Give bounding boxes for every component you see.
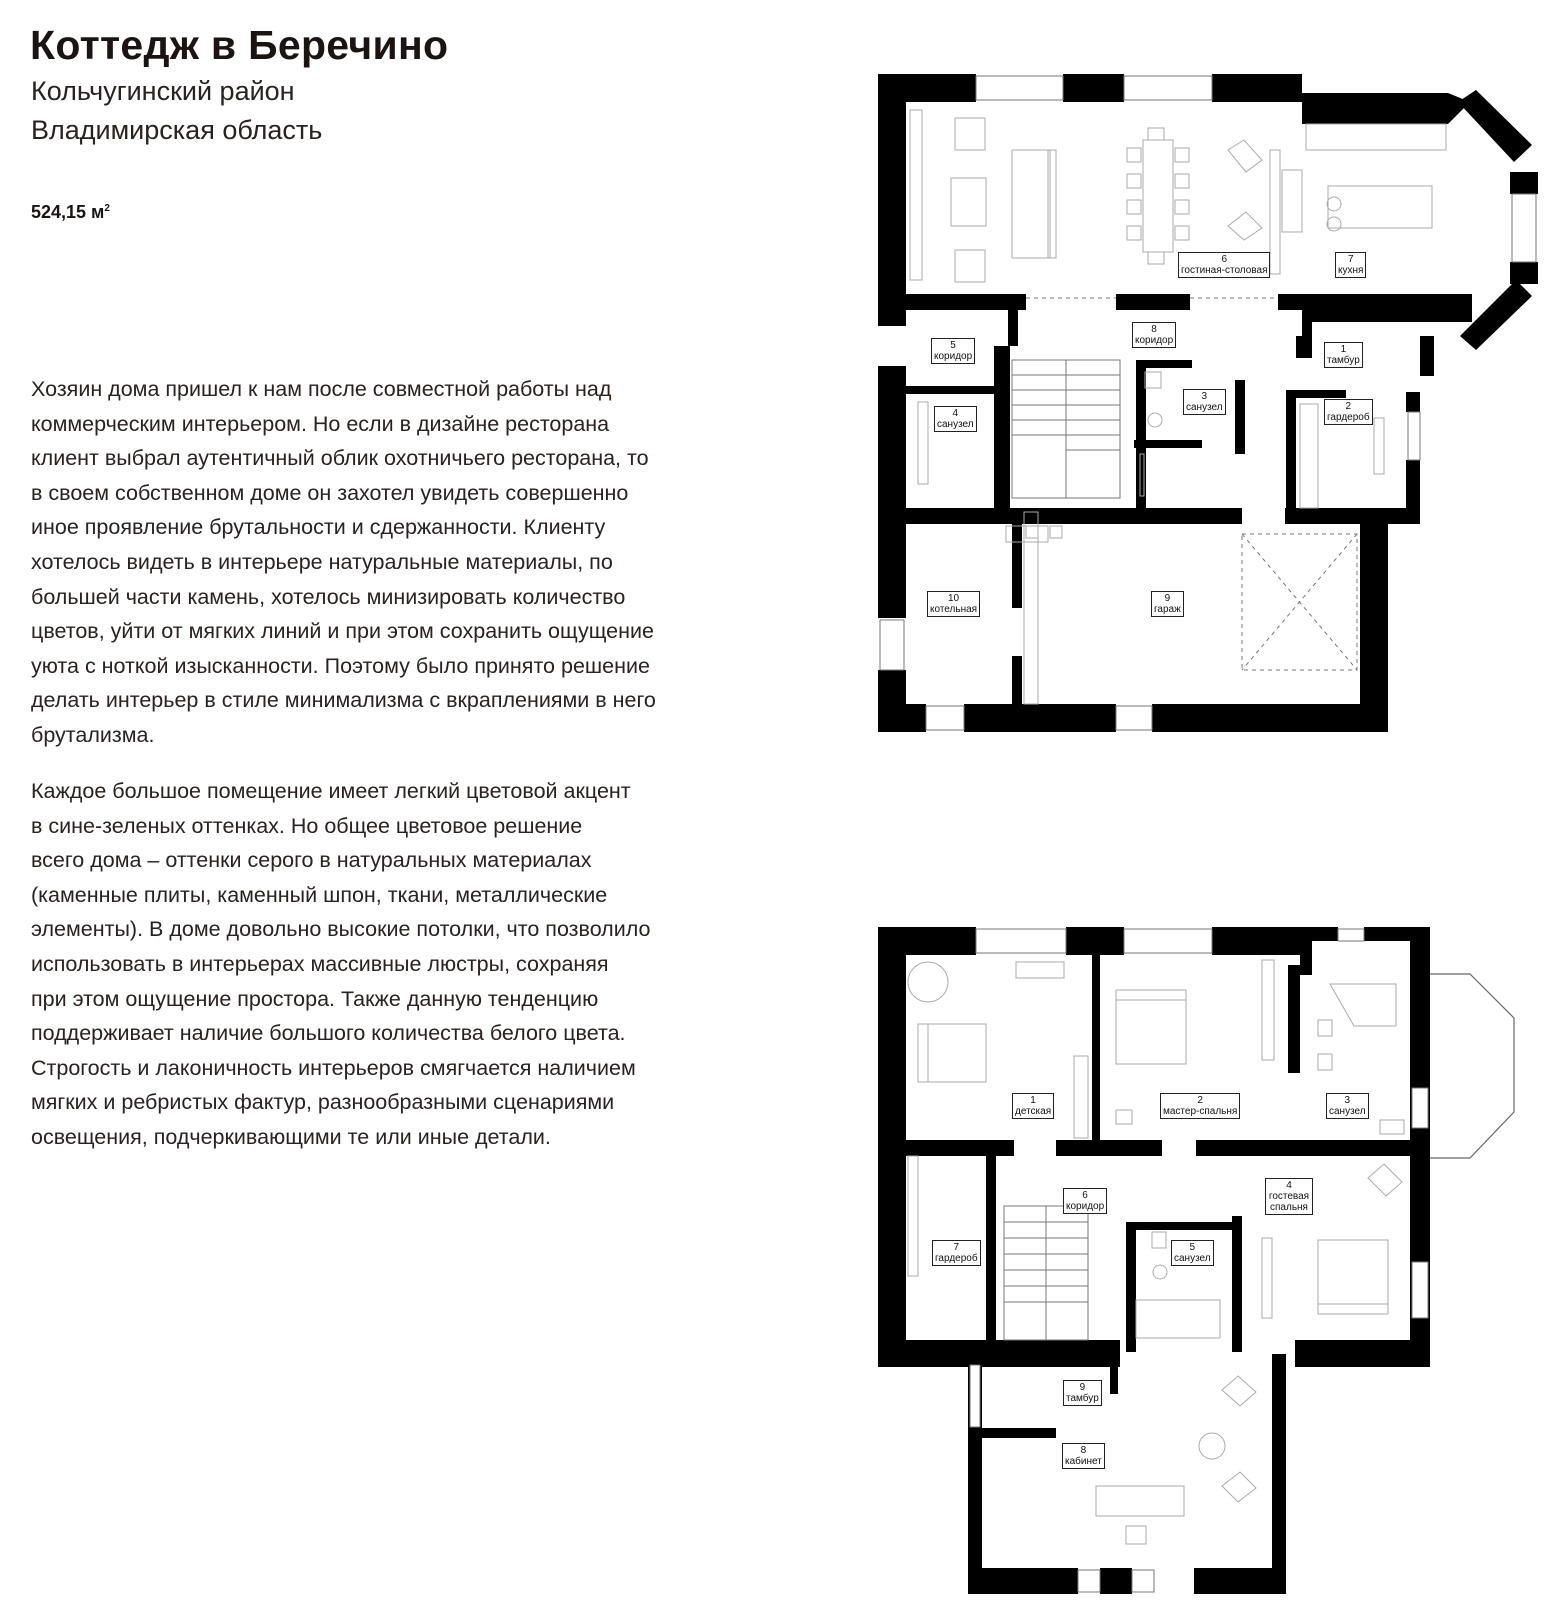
floor-2-bay-outline	[1430, 974, 1514, 1158]
text-line: Строгость и лаконичность интерьеров смягчается наличием	[31, 1055, 636, 1080]
text-line: делать интерьер в стиле минимализма с вкраплениями в него	[31, 688, 656, 713]
text-line: в своем собственном доме он захотел увидеть совершенно	[31, 480, 629, 505]
floor-2-room-label: 2 мастер-спальня	[1160, 1093, 1240, 1119]
text-line: коммерческим интерьером. Но если в дизайне ресторана	[31, 411, 610, 436]
text-line: хотелось видеть в интерьере натуральные материалы, по	[31, 549, 613, 574]
floor-2-room-label: 6 коридор	[1063, 1188, 1107, 1214]
floor-1-room-label: 6 гостиная-столовая	[1178, 252, 1270, 278]
text-line: иное проявление брутальности и сдержанности. Клиенту	[31, 515, 606, 540]
district-subtitle: Кольчугинский район	[31, 76, 295, 106]
floor-2-room-label: 4 гостевая спальня	[1265, 1178, 1313, 1215]
floor-1-room-label: 3 санузел	[1183, 389, 1226, 415]
text-line: (каменные плиты, каменный шпон, ткани, металлические	[31, 882, 608, 907]
floor-1-room-label: 7 кухня	[1335, 252, 1366, 278]
floor-1-room-label: 9 гараж	[1151, 591, 1184, 617]
text-line: большей части камень, хотелось минизировать количество	[31, 584, 626, 609]
floor-2-room-label: 1 детская	[1012, 1093, 1054, 1119]
floor-1-room-label: 2 гардероб	[1324, 399, 1373, 425]
floor-2-room-label: 7 гардероб	[932, 1240, 981, 1266]
text-line: в сине-зеленых оттенках. Но общее цветовое решение	[31, 813, 583, 838]
area-unit-superscript: 2	[104, 203, 110, 214]
floor-2-room-label: 3 санузел	[1326, 1093, 1369, 1119]
text-line: всего дома – оттенки серого в натуральных материалах	[31, 848, 592, 873]
floor-1-room-label: 4 санузел	[934, 406, 977, 432]
floor-1-room-label: 10 котельная	[927, 591, 980, 617]
text-line: поддерживает наличие большого количества белого цвета.	[31, 1021, 626, 1046]
floor-1-room-label: 1 тамбур	[1324, 342, 1363, 368]
area-value: 524,15 м	[31, 202, 105, 222]
region-subtitle: Владимирская область	[31, 115, 323, 145]
text-line: Хозяин дома пришел к нам после совместной работы над	[31, 377, 612, 401]
page-title: Коттедж в Беречино	[30, 22, 449, 68]
text-line: клиент выбрал аутентичный облик охотничьего ресторана, то	[31, 446, 649, 471]
floor-2-furniture	[908, 960, 1404, 1544]
floor-2-room-label: 8 кабинет	[1062, 1443, 1105, 1469]
text-line: элементы). В доме довольно высокие потолки, что позволило	[31, 917, 651, 942]
text-line: использовать в интерьерах массивные люстры, сохраняя	[31, 951, 609, 976]
floor-2-room-label: 9 тамбур	[1063, 1380, 1102, 1406]
text-line: Каждое большое помещение имеет легкий цветовой акцент	[31, 779, 631, 803]
floor-2-stairs	[1004, 1206, 1088, 1340]
floor-2-room-label: 5 санузел	[1171, 1240, 1214, 1266]
text-line: брутализма.	[31, 722, 155, 747]
text-line: освещения, подчеркивающими те или иные детали.	[31, 1124, 551, 1149]
text-line: мягких и ребристых фактур, разнообразными сценариями	[31, 1090, 615, 1115]
floor-1-room-label: 5 коридор	[931, 338, 975, 364]
floor-1-room-label: 8 коридор	[1132, 322, 1176, 348]
text-line: уюта с ноткой изысканности. Поэтому было принято решение	[31, 653, 650, 678]
text-line: при этом ощущение простора. Также данную тенденцию	[31, 986, 599, 1011]
text-line: цветов, уйти от мягких линий и при этом сохранить ощущение	[31, 619, 654, 644]
